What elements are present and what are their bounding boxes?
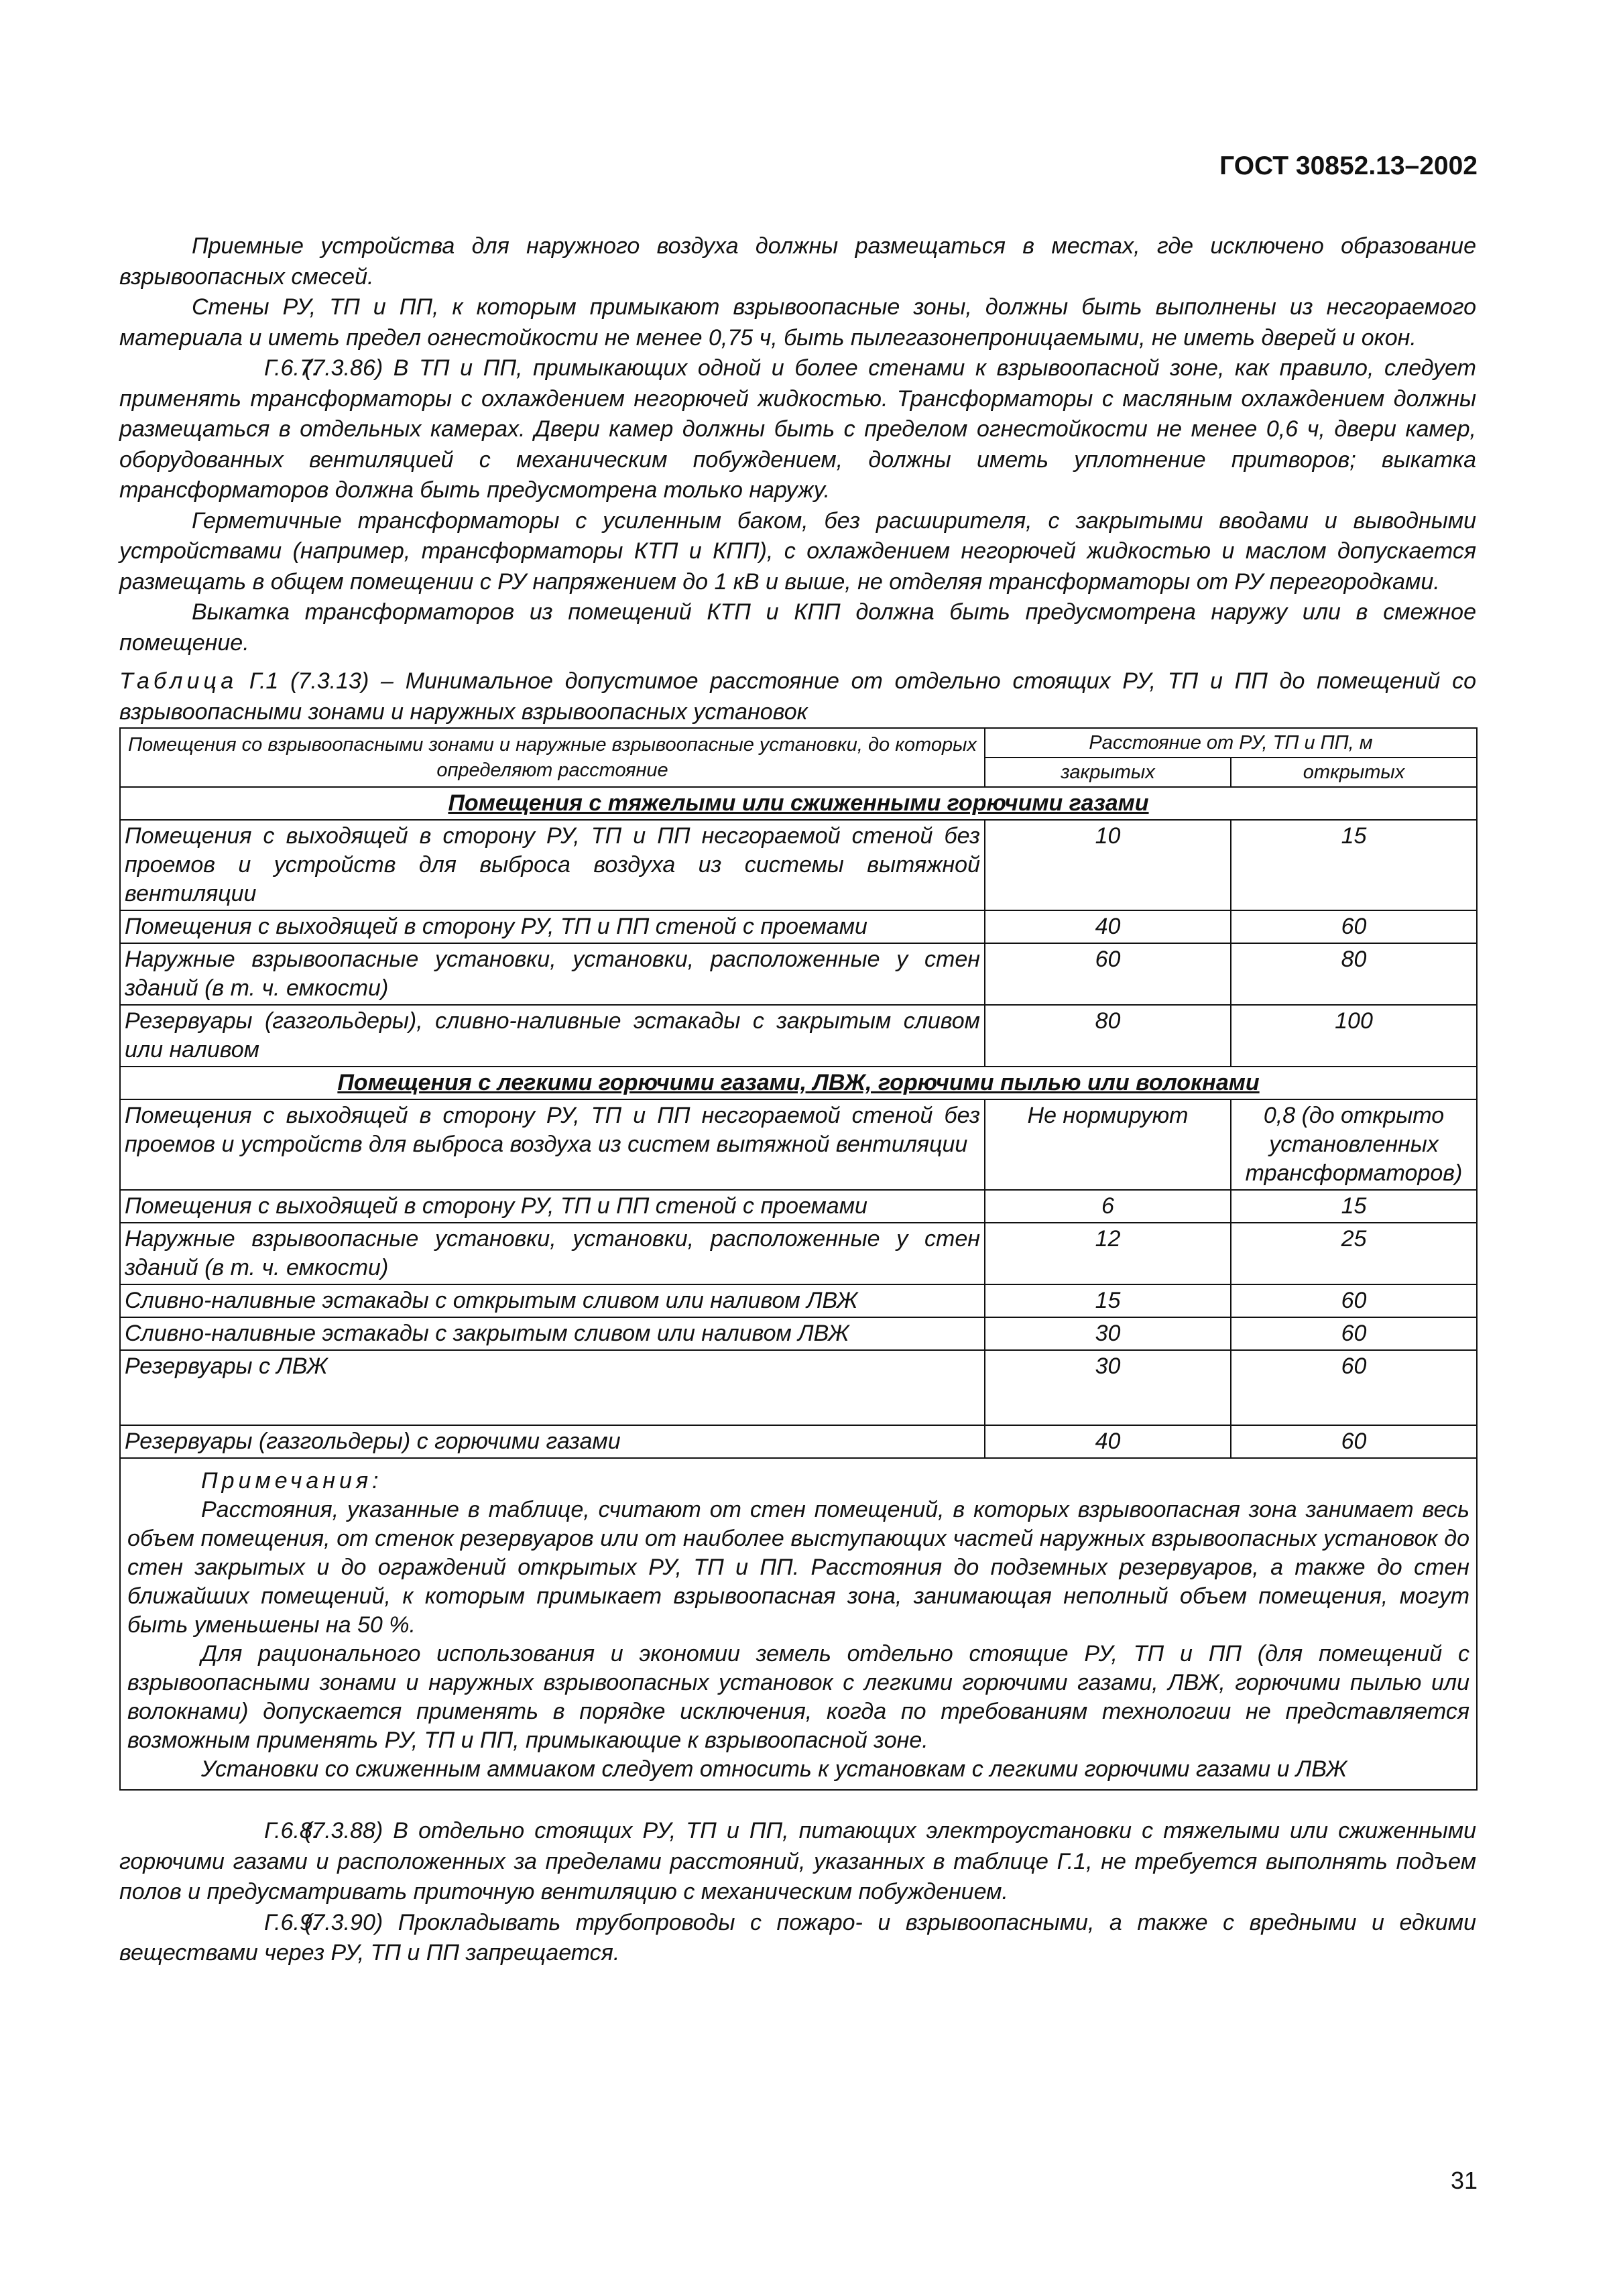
row-label: Помещения с выходящей в сторону РУ, ТП и ПП несгораемой стеной без проемов и устройств для выброса воздуха из систем вытяжной вентиляции xyxy=(120,1099,985,1190)
cell-open: 60 xyxy=(1231,1425,1477,1458)
paragraph xyxy=(119,597,1476,658)
row-label: Наружные взрывоопасные установки, установки, расположенные у стен зданий (в т. ч. емкости) xyxy=(120,943,985,1005)
cell-closed: 30 xyxy=(985,1317,1231,1350)
cell-closed: Не нормируют xyxy=(985,1099,1231,1190)
distance-table xyxy=(119,727,1478,1791)
cell-closed: 80 xyxy=(985,1005,1231,1067)
paragraph-text: Приемные устройства для наружного воздуха должны размещаться в местах, где исключено образование взрывоопасных смесей. xyxy=(119,233,1476,290)
cell-closed: 60 xyxy=(985,943,1231,1005)
paragraph xyxy=(119,292,1476,353)
table-title-label: Таблица xyxy=(119,668,238,694)
table-section-heading: Помещения с легкими горючими газами, ЛВЖ, горючими пылью или волокнами xyxy=(120,1067,1477,1099)
table-row xyxy=(120,1190,1477,1223)
row-label: Резервуары (газгольдеры), сливно-наливные эстакады с закрытым сливом или наливом xyxy=(120,1005,985,1067)
cell-open: 60 xyxy=(1231,1350,1477,1425)
paragraph-text: Стены РУ, ТП и ПП, к которым примыкают взрывоопасные зоны, должны быть выполнены из несгораемого материала и иметь предел огнестойкости не менее 0,75 ч, быть пылегазонепроницаемыми, не иметь дверей и окон. xyxy=(119,294,1476,351)
cell-open: 60 xyxy=(1231,1317,1477,1350)
document-id: ГОСТ 30852.13–2002 xyxy=(1219,152,1478,180)
cell-closed: 30 xyxy=(985,1350,1231,1425)
row-label: Резервуары (газгольдеры) с горючими газами xyxy=(120,1425,985,1458)
cell-closed: 6 xyxy=(985,1190,1231,1223)
cell-closed: 10 xyxy=(985,820,1231,910)
note: Расстояния, указанные в таблице, считают от стен помещений, в которых взрывоопасная зона занимает весь объем помещения, от стенок резервуаров или от наиболее выступающих частей наружных взрывоопасных установок до стен закрытых и до ограждений открытых РУ, ТП и ПП. Расстояния до подземных резервуаров, а также до стен ближайших помещений, к которым примыкает взрывоопасная зона, занимающая неполный объем помещения, могут быть уменьшены на 50 %. xyxy=(127,1497,1470,1638)
row-label: Помещения с выходящей в сторону РУ, ТП и ПП стеной с проемами xyxy=(120,910,985,943)
column-header-closed: закрытых xyxy=(985,758,1231,787)
notes-title xyxy=(127,1467,1469,1496)
page-content xyxy=(119,231,1476,1969)
paragraph xyxy=(119,353,1476,506)
cell-open: 60 xyxy=(1231,1284,1477,1317)
cell-open: 25 xyxy=(1231,1223,1477,1284)
row-label: Помещения с выходящей в сторону РУ, ТП и ПП стеной с проемами xyxy=(120,1190,985,1223)
table-row xyxy=(120,910,1477,943)
column-header-open: открытых xyxy=(1231,758,1477,787)
cell-open: 15 xyxy=(1231,820,1477,910)
paragraph xyxy=(119,506,1476,598)
row-label: Сливно-наливные эстакады с открытым сливом или наливом ЛВЖ xyxy=(120,1284,985,1317)
column-header-distance: Расстояние от РУ, ТП и ПП, м xyxy=(985,728,1477,758)
table-title xyxy=(119,666,1476,727)
paragraph-text: (7.3.86) В ТП и ПП, примыкающих одной и более стенами к взрывоопасной зоне, как правило, следует применять трансформаторы с охлаждением негорючей жидкостью. Трансформаторы с масляным охлаждением должны размещаться в отдельных камерах. Двери камер должны быть с пределом огнестойкости не менее 0,6 ч, двери камер, оборудованных вентиляцией с механическим побуждением, должны иметь уплотнение притворов; выкатка трансформаторов должна быть предусмотрена только наружу. xyxy=(119,355,1476,503)
cell-open: 60 xyxy=(1231,910,1477,943)
clause-number: Г.6.7. xyxy=(264,355,319,381)
notes-title-text: Примечания: xyxy=(201,1468,383,1494)
note: Для рационального использования и экономии земель отдельно стоящие РУ, ТП и ПП (для помещений с взрывоопасными зонами и наружных взрывоопасных установок с легкими горючими газами, ЛВЖ, горючими пылью или волокнами) допускается применять в порядке исключения, когда по требованиям технологии не представляется возможным применять РУ, ТП и ПП, примыкающие к взрывоопасной зоне. xyxy=(127,1641,1470,1753)
table-row xyxy=(120,943,1477,1005)
cell-closed: 40 xyxy=(985,1425,1231,1458)
row-label: Помещения с выходящей в сторону РУ, ТП и ПП несгораемой стеной без проемов и устройств для выброса воздуха из системы вытяжной вентиляции xyxy=(120,820,985,910)
clause-number: Г.6.9. xyxy=(264,1909,319,1935)
table-section-heading: Помещения с тяжелыми или сжиженными горючими газами xyxy=(120,787,1477,820)
paragraph xyxy=(119,231,1476,292)
table-row xyxy=(120,820,1477,910)
cell-closed: 40 xyxy=(985,910,1231,943)
table-notes xyxy=(120,1458,1477,1790)
table-row xyxy=(120,1350,1477,1425)
paragraph-text: (7.3.90) Прокладывать трубопроводы с пожаро- и взрывоопасными, а также с вредными и едкими веществами через РУ, ТП и ПП запрещается. xyxy=(119,1909,1476,1966)
table-title-text: Г.1 (7.3.13) – Минимальное допустимое расстояние от отдельно стоящих РУ, ТП и ПП до помещений со взрывоопасными зонами и наружных взрывоопасных установок xyxy=(119,668,1476,725)
row-label: Сливно-наливные эстакады с закрытым сливом или наливом ЛВЖ xyxy=(120,1317,985,1350)
cell-closed: 15 xyxy=(985,1284,1231,1317)
cell-open: 80 xyxy=(1231,943,1477,1005)
paragraph xyxy=(119,1816,1476,1908)
paragraph xyxy=(119,1908,1476,1969)
paragraph-text: Выкатка трансформаторов из помещений КТП и КПП должна быть предусмотрена наружу или в смежное помещение. xyxy=(119,599,1476,656)
table-row xyxy=(120,1223,1477,1284)
table-row xyxy=(120,1005,1477,1067)
cell-open: 0,8 (до открыто установленных трансформаторов) xyxy=(1231,1099,1477,1190)
table-row xyxy=(120,1099,1477,1190)
row-label: Наружные взрывоопасные установки, установки, расположенные у стен зданий (в т. ч. емкости) xyxy=(120,1223,985,1284)
paragraph-text: (7.3.88) В отдельно стоящих РУ, ТП и ПП, питающих электроустановки с тяжелыми или сжиженными горючими газами и расположенных за пределами расстояний, указанных в таблице Г.1, не требуется выполнять подъем полов и предусматривать приточную вентиляцию с механическим побуждением. xyxy=(119,1818,1476,1905)
table-row xyxy=(120,1317,1477,1350)
clause-number: Г.6.8. xyxy=(264,1818,319,1844)
table-row xyxy=(120,1425,1477,1458)
row-label: Резервуары с ЛВЖ xyxy=(120,1350,985,1425)
paragraph-text: Герметичные трансформаторы с усиленным баком, без расширителя, с закрытыми вводами и выводными устройствами (например, трансформаторы КТП и КПП), с охлаждением негорючей жидкостью и маслом допускается размещать в общем помещении с РУ напряжением до 1 кВ и выше, не отделяя трансформаторы от РУ перегородками. xyxy=(119,507,1476,595)
table-row xyxy=(120,1284,1477,1317)
column-header-premises: Помещения со взрывоопасными зонами и наружные взрывоопасные установки, до которых определяют расстояние xyxy=(120,728,985,787)
note: Установки со сжиженным аммиаком следует относить к установкам с легкими горючими газами и ЛВЖ xyxy=(201,1756,1347,1782)
cell-closed: 12 xyxy=(985,1223,1231,1284)
cell-open: 15 xyxy=(1231,1190,1477,1223)
cell-open: 100 xyxy=(1231,1005,1477,1067)
page-number: 31 xyxy=(1450,2167,1478,2194)
